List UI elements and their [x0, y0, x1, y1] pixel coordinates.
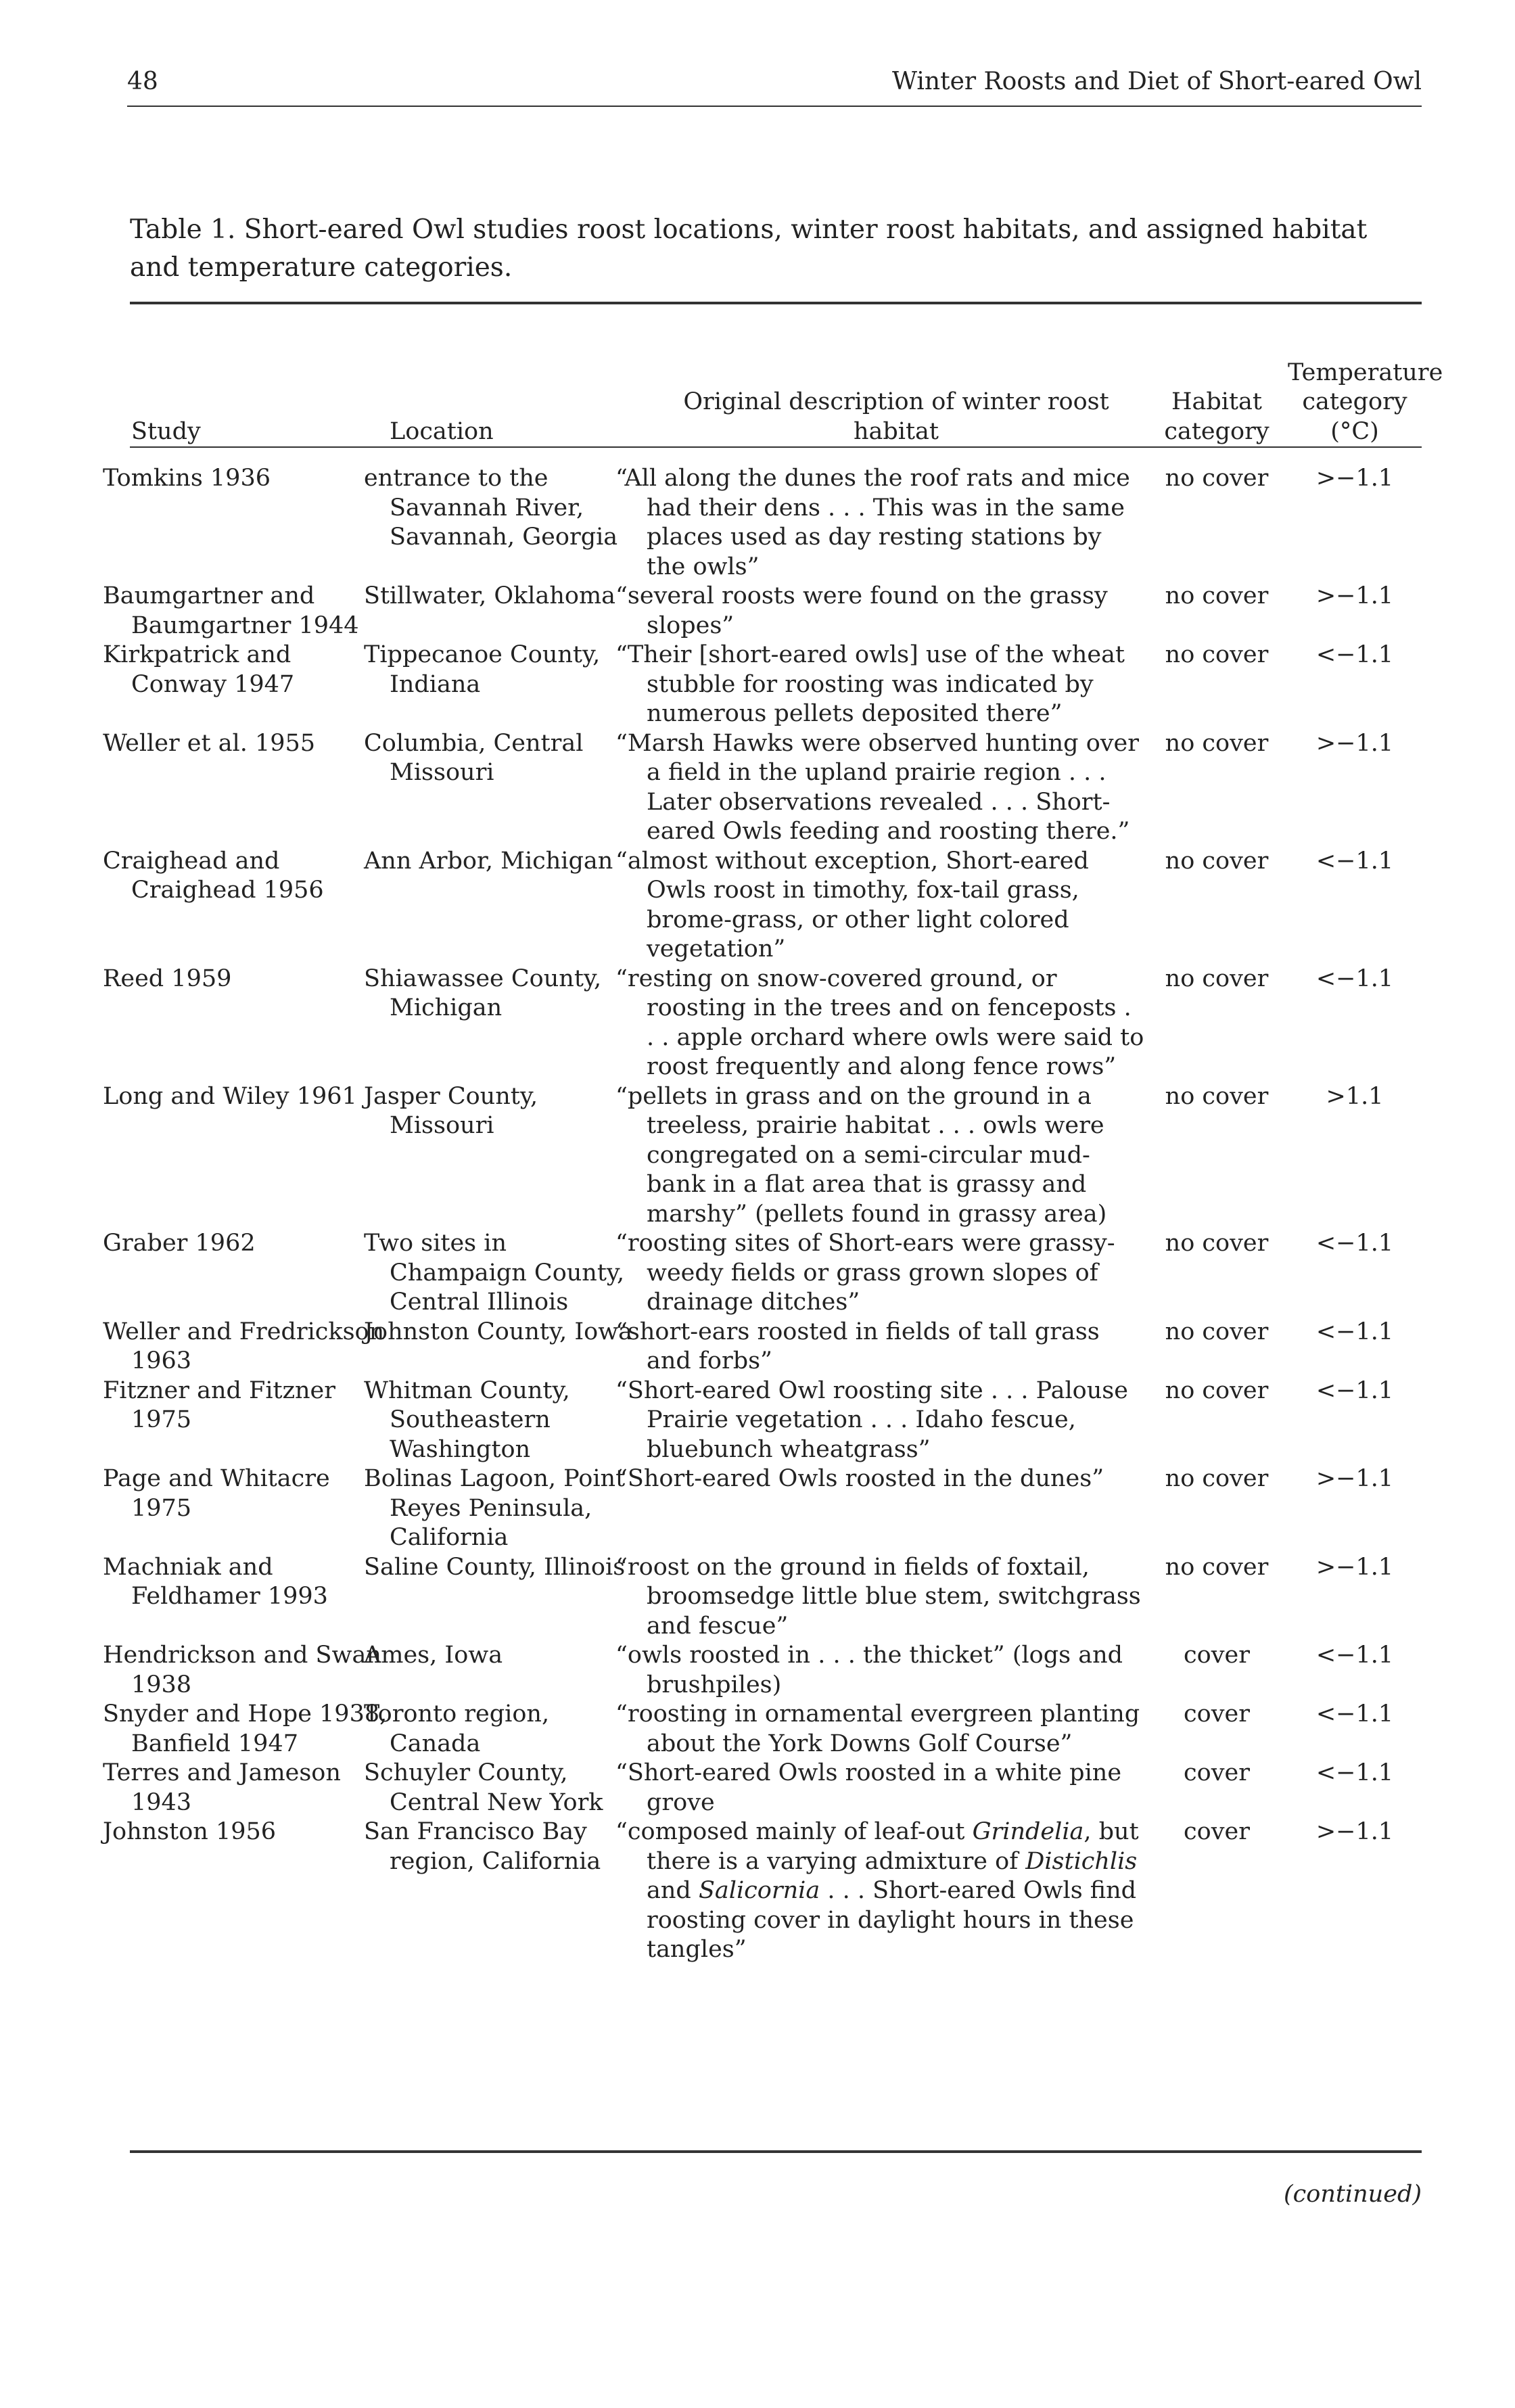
study-cell: Baumgartner and Baumgartner 1944: [103, 582, 359, 639]
continued-note: (continued): [1284, 2181, 1422, 2208]
study-cell: Graber 1962: [103, 1230, 256, 1257]
table-row: [131, 1700, 1422, 1759]
temperature-cell: <−1.1: [1315, 1759, 1394, 1786]
habitat-cell: no cover: [1165, 582, 1269, 609]
location-cell: Ann Arbor, Michigan: [364, 847, 613, 875]
table-row: [131, 1759, 1422, 1817]
location-cell: Stillwater, Oklahoma: [364, 582, 615, 609]
description-cell: “All along the dunes the roof rats and mice had their dens . . . This was in the same places used as day resting stations by the owls”: [615, 465, 1130, 580]
study-cell: Reed 1959: [103, 965, 232, 992]
table-row: [131, 455, 1422, 582]
table-row: [131, 1229, 1422, 1318]
column-header-description: Original description of winter roost habitat: [683, 388, 1109, 445]
study-cell: Terres and Jameson 1943: [103, 1759, 341, 1816]
temperature-cell: <−1.1: [1315, 1318, 1394, 1345]
study-cell: Craighead and Craighead 1956: [103, 847, 324, 904]
location-cell: Toronto region, Canada: [364, 1700, 550, 1757]
location-cell: Bolinas Lagoon, Point Reyes Peninsula, California: [364, 1465, 626, 1551]
temperature-cell: <−1.1: [1315, 965, 1394, 992]
study-cell: Page and Whitacre 1975: [103, 1465, 330, 1522]
table-row: [131, 582, 1422, 641]
page-number: 48: [127, 68, 158, 95]
habitat-cell: no cover: [1165, 847, 1269, 875]
habitat-cell: cover: [1184, 1759, 1250, 1786]
location-cell: Saline County, Illinois: [364, 1553, 626, 1581]
study-cell: Tomkins 1936: [103, 465, 271, 492]
location-cell: Columbia, Central Missouri: [364, 729, 584, 786]
description-cell: “owls roosted in . . . the thicket” (logs and brushpiles): [615, 1642, 1123, 1698]
location-cell: entrance to the Savannah River, Savannah, Georgia: [364, 465, 618, 551]
temperature-cell: <−1.1: [1315, 1642, 1394, 1669]
study-cell: Fitzner and Fitzner 1975: [103, 1376, 336, 1433]
table-header: [131, 344, 1443, 455]
table-row: [131, 1082, 1422, 1230]
running-title: Winter Roosts and Diet of Short-eared Owl: [892, 68, 1422, 95]
table-row: [131, 847, 1422, 965]
column-header-temperature: Temperature category (°C): [1288, 358, 1443, 445]
column-header-study: Study: [131, 417, 201, 445]
location-cell: San Francisco Bay region, California: [364, 1818, 601, 1875]
running-head: [127, 68, 1422, 107]
study-cell: Weller and Fredrickson 1963: [103, 1318, 385, 1374]
description-cell: “resting on snow-covered ground, or roosting in the trees and on fenceposts . . . apple orchard where owls were said to roost frequently and along fence rows”: [615, 965, 1144, 1080]
table-row: [131, 1817, 1422, 1965]
habitat-cell: no cover: [1165, 641, 1269, 668]
description-cell: “Their [short-eared owls] use of the wheat stubble for roosting was indicated by numerous pellets deposited there”: [615, 641, 1125, 727]
habitat-cell: no cover: [1165, 1230, 1269, 1257]
location-cell: Schuyler County, Central New York: [364, 1759, 603, 1816]
description-cell: “roost on the ground in fields of foxtail, broomsedge little blue stem, switchgrass and fescue”: [615, 1553, 1141, 1640]
location-cell: Johnston County, Iowa: [364, 1318, 633, 1345]
description-cell: “Short-eared Owls roosted in the dunes”: [615, 1465, 1104, 1492]
location-cell: Two sites in Champaign County, Central Illinois: [364, 1230, 625, 1316]
description-cell: “roosting sites of Short-ears were grassy-weedy fields or grass grown slopes of drainage ditches”: [615, 1230, 1115, 1316]
data-table: [103, 344, 1443, 1965]
table-row: [131, 1641, 1422, 1700]
habitat-cell: no cover: [1165, 1553, 1269, 1581]
table-row: [131, 1464, 1422, 1553]
table-top-rule: [130, 302, 1422, 304]
habitat-cell: no cover: [1165, 965, 1269, 992]
temperature-cell: >1.1: [1326, 1082, 1384, 1110]
table-row: [131, 729, 1422, 847]
location-cell: Tippecanoe County, Indiana: [364, 641, 601, 698]
table-body: [103, 455, 1422, 1965]
location-cell: Jasper County, Missouri: [364, 1082, 538, 1139]
description-cell: “composed mainly of leaf-out Grindelia, but there is a varying admixture of Distichlis and Salicornia . . . Short-eared Owls find roosting cover in daylight hours in these tangles”: [615, 1818, 1139, 1963]
temperature-cell: >−1.1: [1315, 1818, 1394, 1845]
study-cell: Machniak and Feldhamer 1993: [103, 1553, 328, 1610]
location-cell: Ames, Iowa: [364, 1642, 503, 1669]
description-cell: “short-ears roosted in fields of tall grass and forbs”: [615, 1318, 1100, 1374]
temperature-cell: >−1.1: [1315, 465, 1394, 492]
description-cell: “Short-eared Owls roosted in a white pine grove: [615, 1759, 1122, 1816]
habitat-cell: no cover: [1165, 1465, 1269, 1492]
study-cell: Kirkpatrick and Conway 1947: [103, 641, 295, 698]
column-header-habitat: Habitat category: [1164, 388, 1269, 445]
temperature-cell: >−1.1: [1315, 1553, 1394, 1581]
table-row: [131, 641, 1422, 729]
description-cell: “almost without exception, Short-eared Owls roost in timothy, fox-tail grass, brome-grass, or other light colored vegetation”: [615, 847, 1089, 963]
location-cell: Whitman County, Southeastern Washington: [364, 1376, 570, 1463]
description-cell: “pellets in grass and on the ground in a treeless, prairie habitat . . . owls were congregated on a semi-circular mud-bank in a flat area that is grassy and marshy” (pellets found in grassy area): [615, 1082, 1107, 1228]
temperature-cell: >−1.1: [1315, 1465, 1394, 1492]
table-bottom-rule: [130, 2150, 1422, 2153]
temperature-cell: >−1.1: [1315, 729, 1394, 757]
habitat-cell: no cover: [1165, 729, 1269, 757]
table-caption: Table 1. Short-eared Owl studies roost locations, winter roost habitats, and assigned habitat and temperature categories.: [130, 214, 1368, 283]
table-row: [131, 1318, 1422, 1376]
temperature-cell: <−1.1: [1315, 1376, 1394, 1404]
temperature-cell: <−1.1: [1315, 847, 1394, 875]
study-cell: Weller et al. 1955: [103, 729, 316, 757]
study-cell: Snyder and Hope 1938, Banfield 1947: [103, 1700, 388, 1757]
habitat-cell: cover: [1184, 1642, 1250, 1669]
location-cell: Shiawassee County, Michigan: [364, 965, 602, 1021]
temperature-cell: <−1.1: [1315, 1700, 1394, 1728]
study-cell: Long and Wiley 1961: [103, 1082, 357, 1110]
description-cell: “Marsh Hawks were observed hunting over a field in the upland prairie region . . . Later observations revealed . . . Short-eared Owls feeding and roosting there.”: [615, 729, 1139, 845]
column-header-location: Location: [390, 417, 494, 445]
habitat-cell: no cover: [1165, 1082, 1269, 1110]
habitat-cell: no cover: [1165, 465, 1269, 492]
table-row: [131, 965, 1422, 1082]
study-cell: Hendrickson and Swan 1938: [103, 1642, 381, 1698]
table-row: [131, 1376, 1422, 1465]
temperature-cell: >−1.1: [1315, 582, 1394, 609]
habitat-cell: no cover: [1165, 1318, 1269, 1345]
study-cell: Johnston 1956: [103, 1818, 277, 1845]
description-cell: “several roosts were found on the grassy slopes”: [615, 582, 1108, 639]
habitat-cell: cover: [1184, 1700, 1250, 1728]
temperature-cell: <−1.1: [1315, 1230, 1394, 1257]
temperature-cell: <−1.1: [1315, 641, 1394, 668]
description-cell: “roosting in ornamental evergreen planting about the York Downs Golf Course”: [615, 1700, 1140, 1757]
habitat-cell: cover: [1184, 1818, 1250, 1845]
table-row: [131, 1553, 1422, 1642]
description-cell: “Short-eared Owl roosting site . . . Palouse Prairie vegetation . . . Idaho fescue, bluebunch wheatgrass”: [615, 1376, 1128, 1463]
habitat-cell: no cover: [1165, 1376, 1269, 1404]
